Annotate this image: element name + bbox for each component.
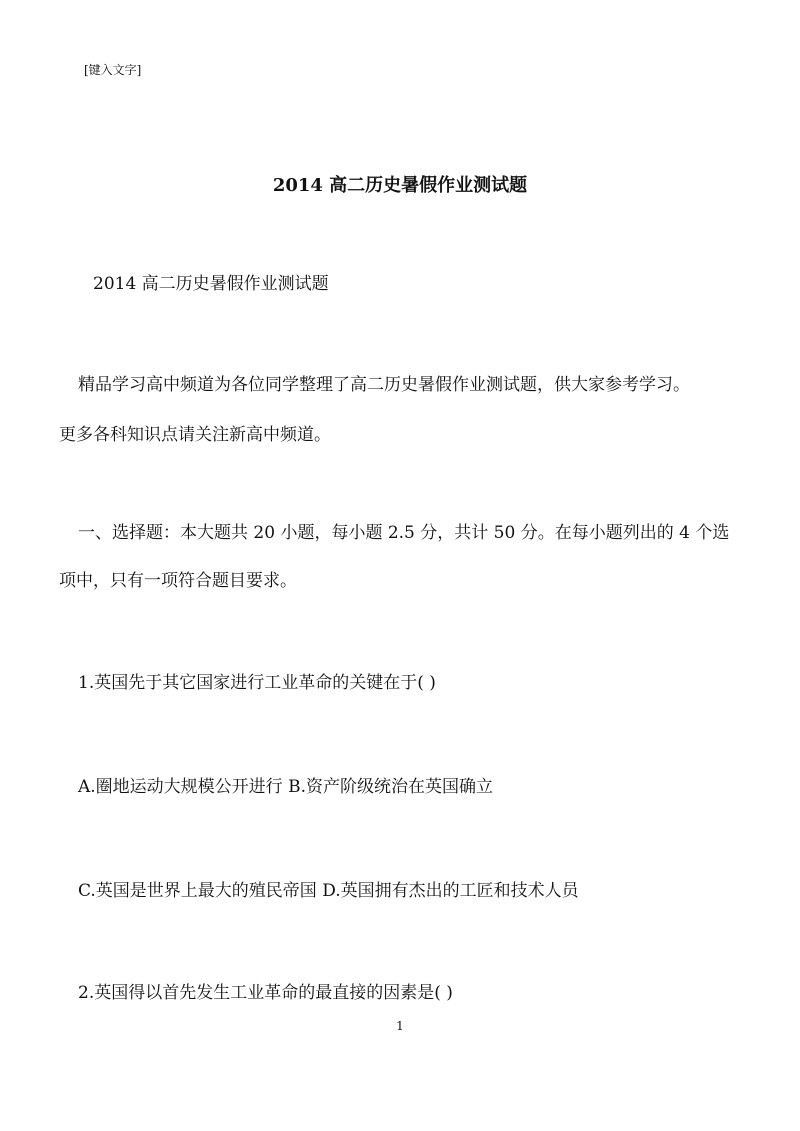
section-instruction-line-2: 项中，只有一项符合题目要求。 — [59, 571, 297, 591]
section-instruction-line-1: 一、选择题：本大题共 20 小题，每小题 2.5 分，共计 50 分。在每小题列出的 4 个选 — [78, 523, 730, 543]
page-header: [键入文字] — [84, 63, 142, 77]
document-title: 2014 高二历史暑假作业测试题 — [272, 175, 528, 196]
question-1-options-cd: C.英国是世界上最大的殖民帝国 D.英国拥有杰出的工匠和技术人员 — [78, 881, 579, 901]
intro-paragraph-line-2: 更多各科知识点请关注新高中频道。 — [59, 425, 331, 445]
document-subtitle: 2014 高二历史暑假作业测试题 — [93, 274, 329, 294]
question-1: 1.英国先于其它国家进行工业革命的关键在于( ) — [78, 673, 436, 693]
intro-paragraph-line-1: 精品学习高中频道为各位同学整理了高二历史暑假作业测试题，供大家参考学习。 — [78, 375, 690, 395]
page-number: 1 — [396, 1019, 404, 1033]
question-1-options-ab: A.圈地运动大规模公开进行 B.资产阶级统治在英国确立 — [78, 777, 493, 797]
question-2: 2.英国得以首先发生工业革命的最直接的因素是( ) — [78, 983, 453, 1003]
